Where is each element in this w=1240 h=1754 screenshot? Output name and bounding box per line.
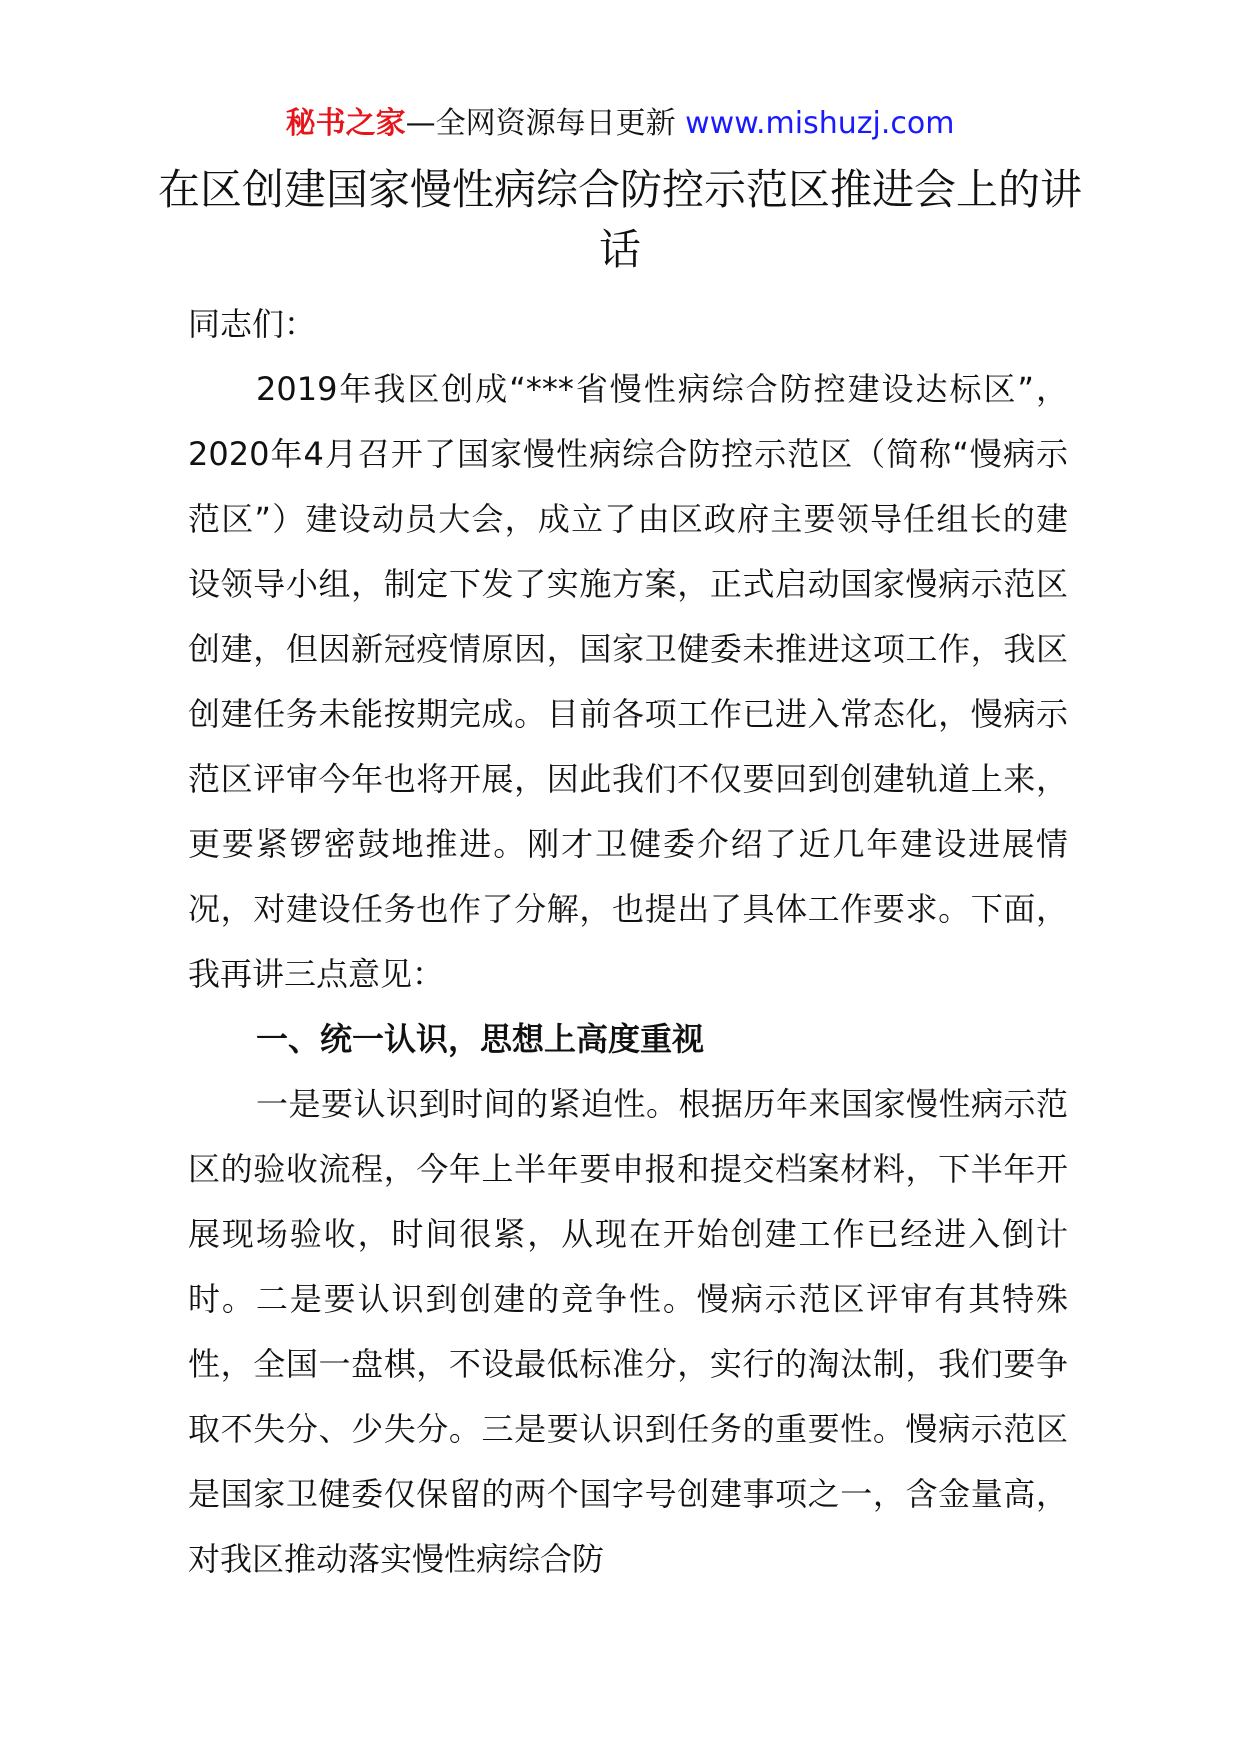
document-body <box>188 292 1068 1592</box>
site-header <box>0 104 1240 144</box>
document-title: 在区创建国家慢性病综合防控示范区推进会上的讲话 <box>157 165 1082 274</box>
paragraph-section-1: 一是要认识到时间的紧迫性。根据历年来国家慢性病示范区的验收流程，今年上半年要申报和提交档案材料，下半年开展现场验收，时间很紧，从现在开始创建工作已经进入倒计时。二是要认识到创建的竞争性。慢病示范区评审有其特殊性，全国一盘棋，不设最低标准分，实行的淘汰制，我们要争取不失分、少失分。三是要认识到任务的重要性。慢病示范区是国家卫健委仅保留的两个国字号创建事项之一，含金量高，对我区推动落实慢性病综合防 <box>188 1085 1068 1578</box>
salutation: 同志们： <box>188 305 317 343</box>
brand-name: 秘书之家 <box>285 106 406 141</box>
header-slogan: —全网资源每日更新 <box>405 106 686 141</box>
section-heading-1: 一、统一认识，思想上高度重视 <box>256 1020 705 1058</box>
site-url-link[interactable]: www.mishuzj.com <box>685 106 955 141</box>
paragraph-intro: 2019年我区创成“***省慢性病综合防控建设达标区”，2020年4月召开了国家慢性病综合防控示范区（简称“慢病示范区”）建设动员大会，成立了由区政府主要领导任组长的建设领导小组，制定下发了实施方案，正式启动国家慢病示范区创建，但因新冠疫情原因，国家卫健委未推进这项工作，我区创建任务未能按期完成。目前各项工作已进入常态化，慢病示范区评审今年也将开展，因此我们不仅要回到创建轨道上来，更要紧锣密鼓地推进。刚才卫健委介绍了近几年建设进展情况，对建设任务也作了分解，也提出了具体工作要求。下面，我再讲三点意见： <box>188 370 1068 993</box>
